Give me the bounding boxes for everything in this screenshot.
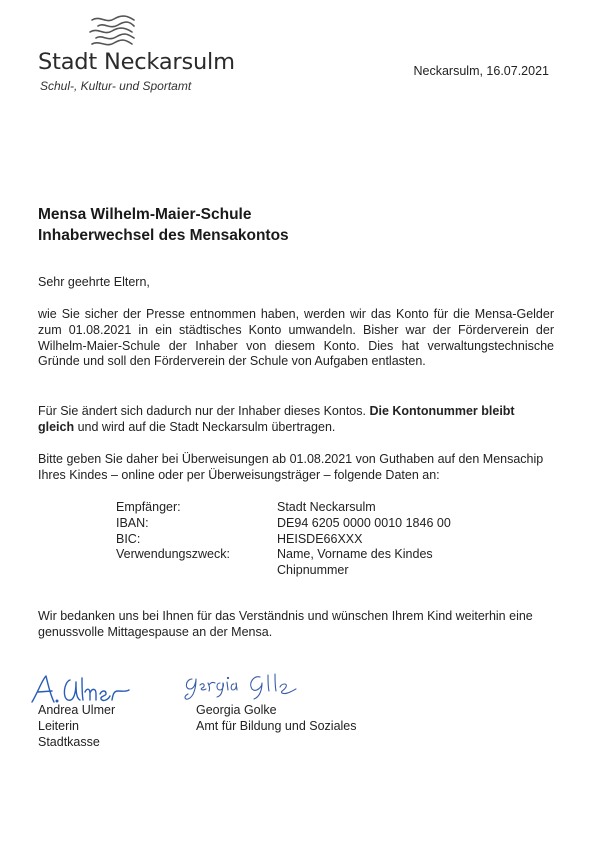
- table-row: [116, 532, 451, 548]
- bank-detail-label: [116, 563, 277, 579]
- bank-detail-label: Verwendungszweck:: [116, 547, 230, 562]
- table-row: [116, 547, 451, 563]
- bank-detail-value: Stadt Neckarsulm: [277, 500, 376, 514]
- city-wave-logo-icon: [88, 14, 138, 52]
- signer-ulmer: [38, 703, 115, 750]
- place-date: Neckarsulm, 16.07.2021: [413, 64, 549, 78]
- bank-detail-label: BIC:: [116, 531, 141, 546]
- table-row: [116, 563, 451, 579]
- bank-detail-label: Empfänger:: [116, 500, 181, 514]
- bank-detail-value: HEISDE66XXX: [277, 531, 363, 546]
- subject-line-1: Mensa Wilhelm-Maier-Schule: [38, 206, 252, 223]
- paragraph-owner-change-tail: und wird auf die Stadt Neckarsulm übertragen.: [74, 419, 336, 434]
- bank-detail-value: DE94 6205 0000 0010 1846 00: [277, 515, 451, 530]
- paragraph-closing: Wir bedanken uns bei Ihnen für das Verständnis und wünschen Ihrem Kind weiterhin eine genussvolle Mittagespause an der Mensa.: [38, 609, 533, 639]
- signer-role: Amt für Bildung und Soziales: [196, 718, 357, 733]
- salutation: Sehr geehrte Eltern,: [38, 275, 150, 289]
- signature-golke: [178, 669, 328, 701]
- bank-detail-value: Name, Vorname des Kindes: [277, 547, 433, 562]
- paragraph-account-change: wie Sie sicher der Presse entnommen haben, werden wir das Konto für die Mensa-Gelder zum 01.08.2021 in ein städtisches Konto umwandeln. Bisher war der Förderverein der Wilhelm-Maier-Schule der Inhaber von diesem Konto. Dies hat verwaltungstechnische Gründe und soll den Förderverein der Schule von Aufgaben entlasten.: [38, 307, 554, 369]
- bank-details-table: [116, 500, 451, 579]
- paragraph-owner-change: [38, 404, 554, 436]
- bank-detail-label: IBAN:: [116, 515, 149, 530]
- table-row: [116, 516, 451, 532]
- signer-unit: Stadtkasse: [38, 734, 100, 749]
- subject-line-2: Inhaberwechsel des Mensakontos: [38, 227, 289, 244]
- subject: [38, 204, 289, 246]
- signer-role: Leiterin: [38, 718, 79, 733]
- paragraph-owner-change-text: Für Sie ändert sich dadurch nur der Inhaber dieses Kontos.: [38, 404, 370, 418]
- bank-detail-value: Chipnummer: [277, 563, 349, 578]
- signer-name: Andrea Ulmer: [38, 703, 116, 717]
- table-row: [116, 500, 451, 516]
- signer-name: Georgia Golke: [196, 703, 277, 717]
- org-name: Stadt Neckarsulm: [38, 49, 235, 75]
- department-name: Schul-, Kultur- und Sportamt: [40, 79, 192, 93]
- account-number-unchanged-note: Die Kontonummer bleibt gleich: [38, 404, 515, 434]
- paragraph-transfer-instructions: Bitte geben Sie daher bei Überweisungen ab 01.08.2021 von Guthaben auf den Mensachip Ihres Kindes – online oder per Überweisungsträger – folgende Daten an:: [38, 452, 544, 482]
- signer-golke: [196, 703, 357, 735]
